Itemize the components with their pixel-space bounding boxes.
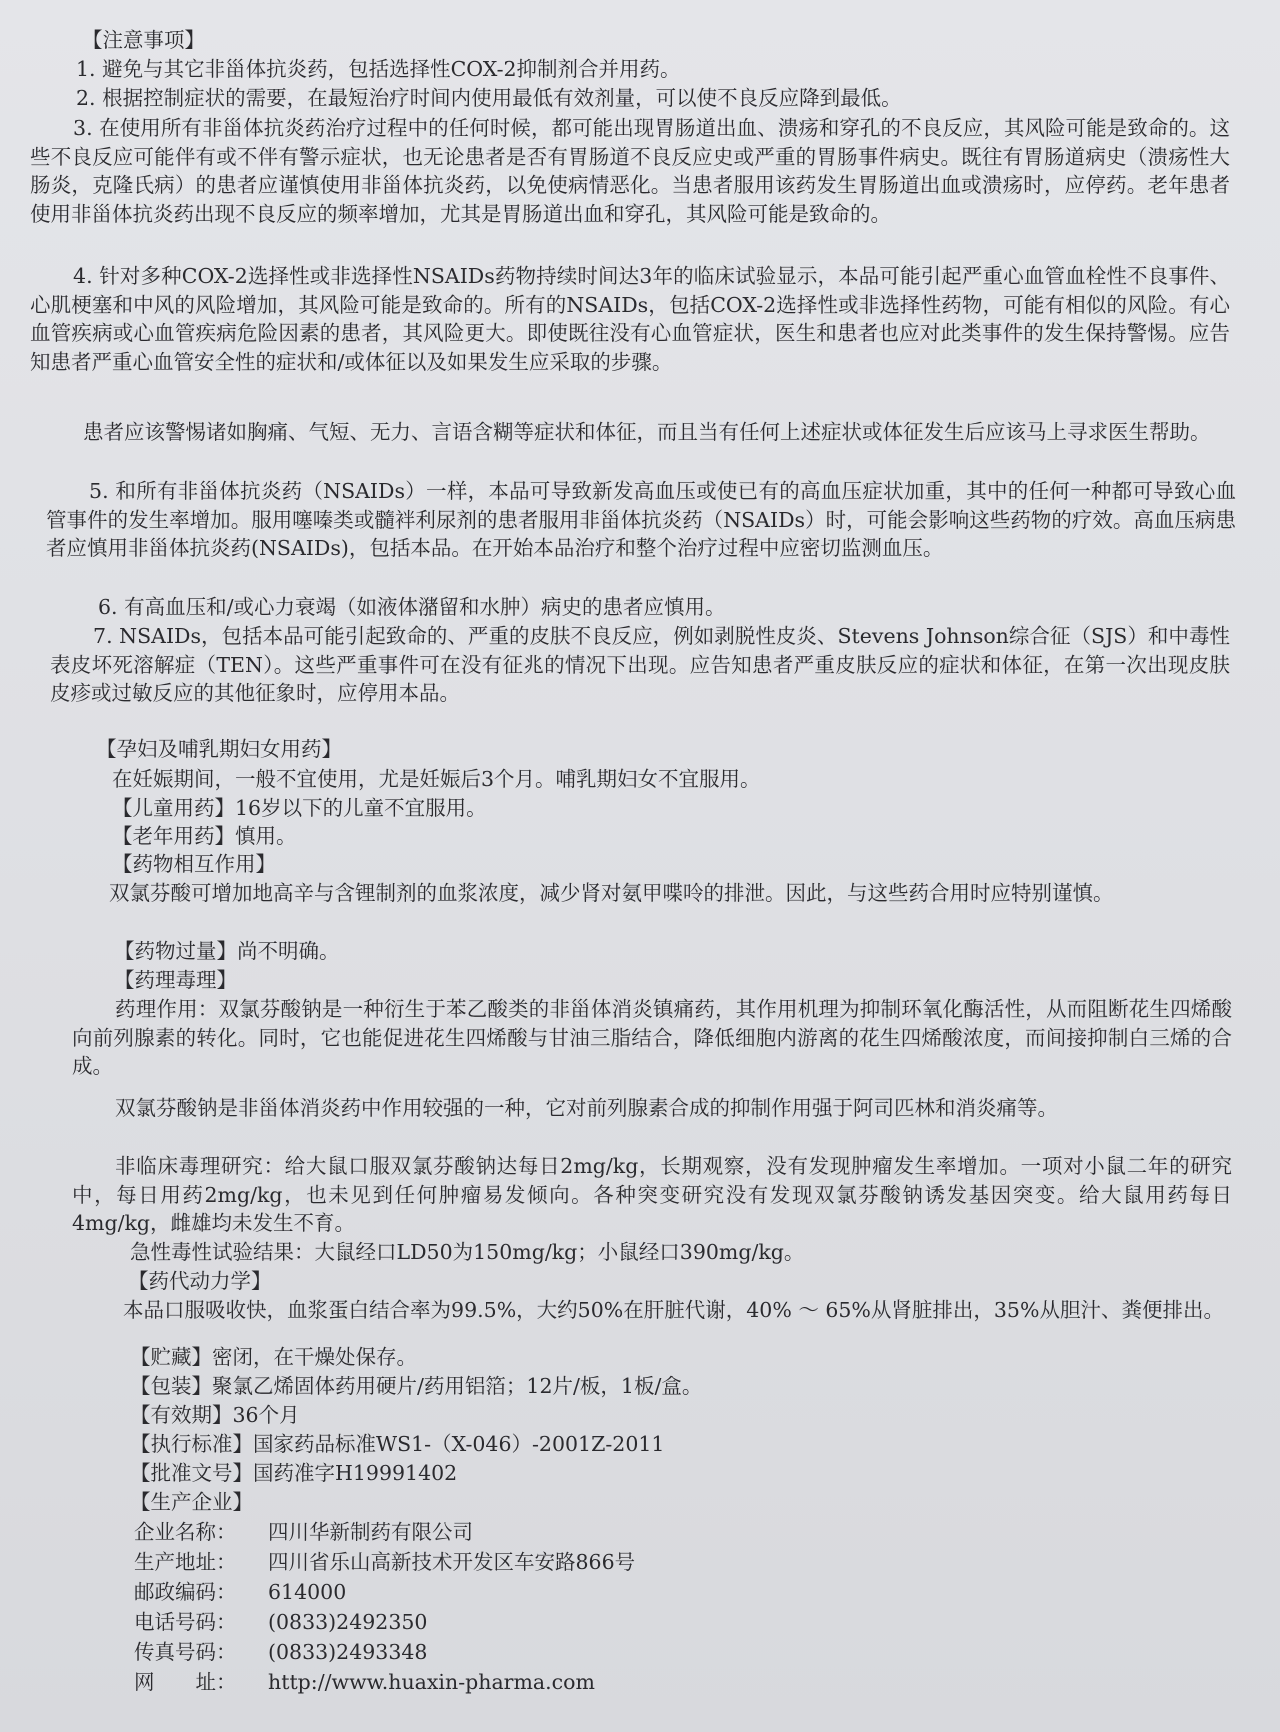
pharmacokinetics-heading: 【药代动力学】 <box>128 1269 272 1293</box>
phone-label: 电话号码： <box>134 1610 237 1634</box>
pediatric-line <box>112 794 487 823</box>
precaution-item-4-note: 患者应该警惕诸如胸痛、气短、无力、言语含糊等症状和体征，而且当有任何上述症状或体征发生后应该马上寻求医生帮助。 <box>83 420 1211 444</box>
precaution-item-2: 2. 根据控制症状的需要，在最短治疗时间内使用最低有效剂量，可以使不良反应降到最低。 <box>76 86 902 110</box>
pediatric-text: 16岁以下的儿童不宜服用。 <box>235 796 487 820</box>
precaution-item-6: 6. 有高血压和/或心力衰竭（如液体潴留和水肿）病史的患者应慎用。 <box>98 595 726 619</box>
address-value: 四川省乐山高新技术开发区车安路866号 <box>268 1550 636 1574</box>
manufacturer-row-name <box>134 1518 473 1547</box>
precaution-item-5: 5. 和所有非甾体抗炎药（NSAIDs）一样，本品可导致新发高血压或使已有的高血压症状加重，其中的任何一种都可导致心血管事件的发生率增加。服用噻嗪类或髓袢利尿剂的患者服用非甾体抗炎药（NSAIDs）时，可能会影响这些药物的疗效。高血压病患者应慎用非甾体抗炎药(NSAIDs)，包括本品。在开始本品治疗和整个治疗过程中应密切监测血压。 <box>46 479 1236 561</box>
manufacturer-row-postcode <box>134 1578 346 1607</box>
pharmacokinetics-text: 本品口服吸收快，血浆蛋白结合率为99.5%，大约50%在肝脏代谢，40% ～ 65%从肾脏排出，35%从胆汁、粪便排出。 <box>123 1298 1224 1322</box>
company-name-label: 企业名称： <box>134 1520 237 1544</box>
overdose-text: 尚不明确。 <box>237 939 340 963</box>
packaging-heading: 【包装】 <box>130 1374 212 1398</box>
validity-line <box>130 1401 300 1430</box>
postcode-label: 邮政编码： <box>134 1580 237 1604</box>
precaution-item-1: 1. 避免与其它非甾体抗炎药，包括选择性COX-2抑制剂合并用药。 <box>76 57 681 81</box>
storage-heading: 【贮藏】 <box>130 1345 212 1369</box>
validity-text: 36个月 <box>232 1403 300 1427</box>
interactions-heading: 【药物相互作用】 <box>112 852 276 876</box>
pharmacology-paragraph-1: 药理作用：双氯芬酸钠是一种衍生于苯乙酸类的非甾体消炎镇痛药，其作用机理为抑制环氧化酶活性，从而阻断花生四烯酸向前列腺素的转化。同时，它也能促进花生四烯酸与甘油三脂结合，降低细胞内游离的花生四烯酸浓度，而间接抑制白三烯的合成。 <box>72 997 1232 1079</box>
pediatric-heading: 【儿童用药】 <box>112 796 235 820</box>
fax-label: 传真号码： <box>134 1640 237 1664</box>
geriatric-heading: 【老年用药】 <box>112 824 235 848</box>
packaging-line <box>130 1372 702 1401</box>
storage-line <box>130 1343 417 1372</box>
postcode-value: 614000 <box>268 1580 347 1604</box>
standard-text: 国家药品标准WS1-（X-046）-2001Z-2011 <box>253 1432 665 1456</box>
company-name-value: 四川华新制药有限公司 <box>268 1520 473 1544</box>
address-label: 生产地址： <box>134 1550 237 1574</box>
manufacturer-heading: 【生产企业】 <box>130 1490 253 1514</box>
precaution-item-4: 4. 针对多种COX-2选择性或非选择性NSAIDs药物持续时间达3年的临床试验显示，本品可能引起严重心血管血栓性不良事件、心肌梗塞和中风的风险增加，其风险可能是致命的。所有的NSAIDs，包括COX-2选择性或非选择性药物，可能有相似的风险。有心血管疾病或心血管疾病危险因素的患者，其风险更大。即使既往没有心血管症状，医生和患者也应对此类事件的发生保持警惕。应告知患者严重心血管安全性的症状和/或体征以及如果发生应采取的步骤。 <box>30 264 1230 374</box>
standard-line <box>130 1430 664 1459</box>
pharmacology-paragraph-3: 非临床毒理研究：给大鼠口服双氯芬酸钠达每日2mg/kg，长期观察，没有发现肿瘤发生率增加。一项对小鼠二年的研究中，每日用药2mg/kg，也未见到任何肿瘤易发倾向。各种突变研究没有发现双氯芬酸钠诱发基因突变。给大鼠用药每日4mg/kg，雌雄均未发生不育。 <box>72 1154 1232 1236</box>
website-value: http://www.huaxin-pharma.com <box>268 1670 595 1694</box>
overdose-line <box>114 937 340 966</box>
validity-heading: 【有效期】 <box>130 1403 233 1427</box>
interactions-text: 双氯芬酸可增加地高辛与含锂制剂的血浆浓度，减少肾对氨甲喋呤的排泄。因此，与这些药合用时应特别谨慎。 <box>109 881 1114 905</box>
manufacturer-row-fax <box>134 1638 427 1667</box>
precaution-item-7: 7. NSAIDs，包括本品可能引起致命的、严重的皮肤不良反应，例如剥脱性皮炎、Stevens Johnson综合征（SJS）和中毒性表皮坏死溶解症（TEN）。这些严重事件可在没有征兆的情况下出现。应告知患者严重皮肤反应的症状和体征，在第一次出现皮肤皮疹或过敏反应的其他征象时，应停用本品。 <box>50 624 1230 706</box>
pharmacology-heading: 【药理毒理】 <box>114 968 237 992</box>
packaging-text: 聚氯乙烯固体药用硬片/药用铝箔；12片/板，1板/盒。 <box>212 1374 703 1398</box>
geriatric-text: 慎用。 <box>235 824 297 848</box>
manufacturer-row-website <box>134 1668 595 1697</box>
approval-text: 国药准字H19991402 <box>253 1461 458 1485</box>
approval-line <box>130 1459 457 1488</box>
standard-heading: 【执行标准】 <box>130 1432 253 1456</box>
overdose-heading: 【药物过量】 <box>114 939 237 963</box>
pharmacology-paragraph-2: 双氯芬酸钠是非甾体消炎药中作用较强的一种，它对前列腺素合成的抑制作用强于阿司匹林和消炎痛等。 <box>115 1096 1059 1120</box>
storage-text: 密闭，在干燥处保存。 <box>212 1345 417 1369</box>
website-label: 网 址： <box>134 1670 237 1694</box>
pharmacology-paragraph-4: 急性毒性试验结果：大鼠经口LD50为150mg/kg；小鼠经口390mg/kg。 <box>130 1240 805 1264</box>
phone-value: (0833)2492350 <box>268 1610 428 1634</box>
precautions-heading: 【注意事项】 <box>82 28 205 52</box>
manufacturer-row-phone <box>134 1608 427 1637</box>
geriatric-line <box>112 822 297 851</box>
pregnancy-heading: 【孕妇及哺乳期妇女用药】 <box>96 737 342 761</box>
approval-heading: 【批准文号】 <box>130 1461 253 1485</box>
fax-value: (0833)2493348 <box>268 1640 428 1664</box>
manufacturer-row-address <box>134 1548 635 1577</box>
pregnancy-text: 在妊娠期间，一般不宜使用，尤是妊娠后3个月。哺乳期妇女不宜服用。 <box>112 767 761 791</box>
precaution-item-3: 3. 在使用所有非甾体抗炎药治疗过程中的任何时候，都可能出现胃肠道出血、溃疡和穿孔的不良反应，其风险可能是致命的。这些不良反应可能伴有或不伴有警示症状，也无论患者是否有胃肠道不良反应史或严重的胃肠事件病史。既往有胃肠道病史（溃疡性大肠炎，克隆氏病）的患者应谨慎使用非甾体抗炎药，以免使病情恶化。当患者服用该药发生胃肠道出血或溃疡时，应停药。老年患者使用非甾体抗炎药出现不良反应的频率增加，尤其是胃肠道出血和穿孔，其风险可能是致命的。 <box>30 116 1230 226</box>
